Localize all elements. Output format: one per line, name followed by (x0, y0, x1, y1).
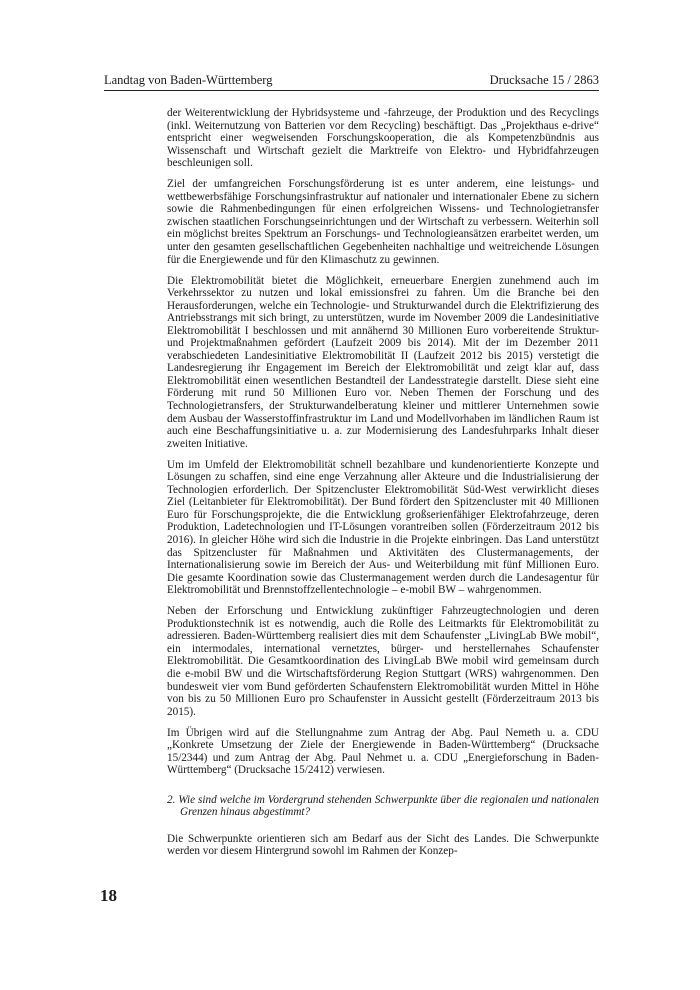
header-document-number: Drucksache 15 / 2863 (489, 73, 599, 87)
running-header (104, 73, 599, 90)
header-parliament-name: Landtag von Baden-Württemberg (104, 73, 273, 87)
header-rule (104, 90, 599, 91)
answer-paragraph: Die Schwerpunkte orientieren sich am Bedarf aus der Sicht des Landes. Die Schwerpunkte werden vor diesem Hintergrund sowohl im Rahmen der Konzep- (167, 832, 599, 858)
body-text (167, 107, 599, 867)
paragraph-6: Im Übrigen wird auf die Stellungnahme zum Antrag der Abg. Paul Nemeth u. a. CDU „Konkrete Umsetzung der Ziele der Energiewende in Baden-Württemberg“ (Drucksache 15/2344) und zum Antrag der Abg. Paul Nehmet u. a. CDU „Energieforschung in Baden-Württemberg“ (Drucksache 15/2412) verwiesen. (167, 726, 599, 777)
paragraph-1: der Weiterentwicklung der Hybridsysteme und -fahrzeuge, der Produktion und des Recyclings (inkl. Weiternutzung von Batterien vor dem Recycling) beschäftigt. Das „Projekthaus e-drive“ entspricht einer wegweisenden Forschungskooperation, die als Kompetenzbündnis aus Wissenschaft und Wirtschaft gezielt die Marktreife von Elektro- und Hybridfahrzeugen beschleunigen soll. (167, 107, 599, 170)
paragraph-5: Neben der Erforschung und Entwicklung zukünftiger Fahrzeugtechnologien und deren Produktionstechnik ist es notwendig, auch die Rolle des Leitmarkts für Elektromobilität zu adressieren. Baden-Württemberg realisiert dies mit dem Schaufenster „LivingLab BWe mobil“, ein intermodales, international vernetztes, bürger- und herstellernahes Schaufenster Elektromobilität. Die Gesamtkoordination des LivingLab BWe mobil wird gemeinsam durch die e-mobil BW und die Wirtschaftsförderung Region Stuttgart (WRS) wahrgenommen. Den bundesweit vier vom Bund geförderten Schaufenstern Elektromobilität wurden Mittel in Höhe von bis zu 50 Millionen Euro pro Schaufenster in Aussicht gestellt (Förderzeitraum 2013 bis 2015). (167, 605, 599, 718)
paragraph-2: Ziel der umfangreichen Forschungsförderung ist es unter anderem, eine leistungs- und wettbewerbsfähige Forschungsinfrastruktur auf nationaler und internationaler Ebene zu sichern sowie die Rahmenbedingungen für einen erfolgreichen Wissens- und Technologietransfer zwischen staatlichen Forschungseinrichtungen und der Wirtschaft zu verbessern. Weiterhin soll ein möglichst breites Spektrum an Forschungs- und Technologieansätzen erarbeitet werden, um unter den gesamten gesellschaftlichen Gegebenheiten nachhaltige und weitreichende Lösungen für die Energiewende und für den Klimaschutz zu gewinnen. (167, 178, 599, 266)
paragraph-4: Um im Umfeld der Elektromobilität schnell bezahlbare und kundenorientierte Konzepte und Lösungen zu schaffen, sind eine enge Verzahnung aller Akteure und die Industrialisierung der Technologien erforderlich. Der Spitzencluster Elektromobilität Süd-West verwirklicht dieses Ziel (Leitanbieter für Elektromobilität). Der Bund fördert den Spitzencluster mit 40 Millionen Euro für Forschungsprojekte, die die Entwicklung großserienfähiger Elektrofahrzeuge, deren Produktion, Ladetechnologien und IT-Lösungen vorantreiben sollen (Förderzeitraum 2012 bis 2016). In gleicher Höhe wird sich die Industrie in die Projekte einbringen. Das Land unterstützt das Spitzencluster für Maßnahmen und Aktivitäten des Clustermanagements, der Internationalisierung sowie im Bereich der Aus- und Weiterbildung mit fünf Millionen Euro. Die gesamte Koordination sowie das Clustermanagement werden durch die Landesagentur für Elektromobilität und Brennstoffzellentechnologie – e-mobil BW – wahrgenommen. (167, 458, 599, 597)
page-number: 18 (100, 886, 117, 905)
paragraph-3: Die Elektromobilität bietet die Möglichkeit, erneuerbare Energien zunehmend auch im Verkehrssektor zu nutzen und lokal emissionsfrei zu fahren. Um die Branche bei den Herausforderungen, welche ein Technologie- und Strukturwandel durch die Elektrifizierung des Antriebsstrangs mit sich bringt, zu unterstützen, wurde im November 2009 die Landesinitiative Elektromobilität I beschlossen und mit annähernd 30 Millionen Euro vorbereitende Struktur- und Projektmaßnahmen gefördert (Laufzeit 2009 bis 2014). Mit der im Dezember 2011 verabschiedeten Landesinitiative Elektromobilität II (Laufzeit 2012 bis 2015) verstetigt die Landesregierung ihr Engagement im Bereich der Elektromobilität und zeigt klar auf, dass Elektromobilität einen wesentlichen Bestandteil der Landesstrategie darstellt. Diese sieht eine Förderung mit rund 50 Millionen Euro vor. Neben Themen der Forschung und des Technologietransfers, der Strukturwandelberatung kleiner und mittlerer Unternehmen sowie dem Ausbau der Wasserstoffinfrastruktur im Land und Modellvorhaben im ländlichen Raum ist auch eine Beschaffungsinitiative u. a. zur Modernisierung des Landesfuhrparks Inhalt dieser zweiten Initiative. (167, 274, 599, 450)
question-2: 2. Wie sind welche im Vordergrund stehenden Schwerpunkte über die regionalen und nationalen Grenzen hinaus abgestimmt? (167, 793, 599, 819)
